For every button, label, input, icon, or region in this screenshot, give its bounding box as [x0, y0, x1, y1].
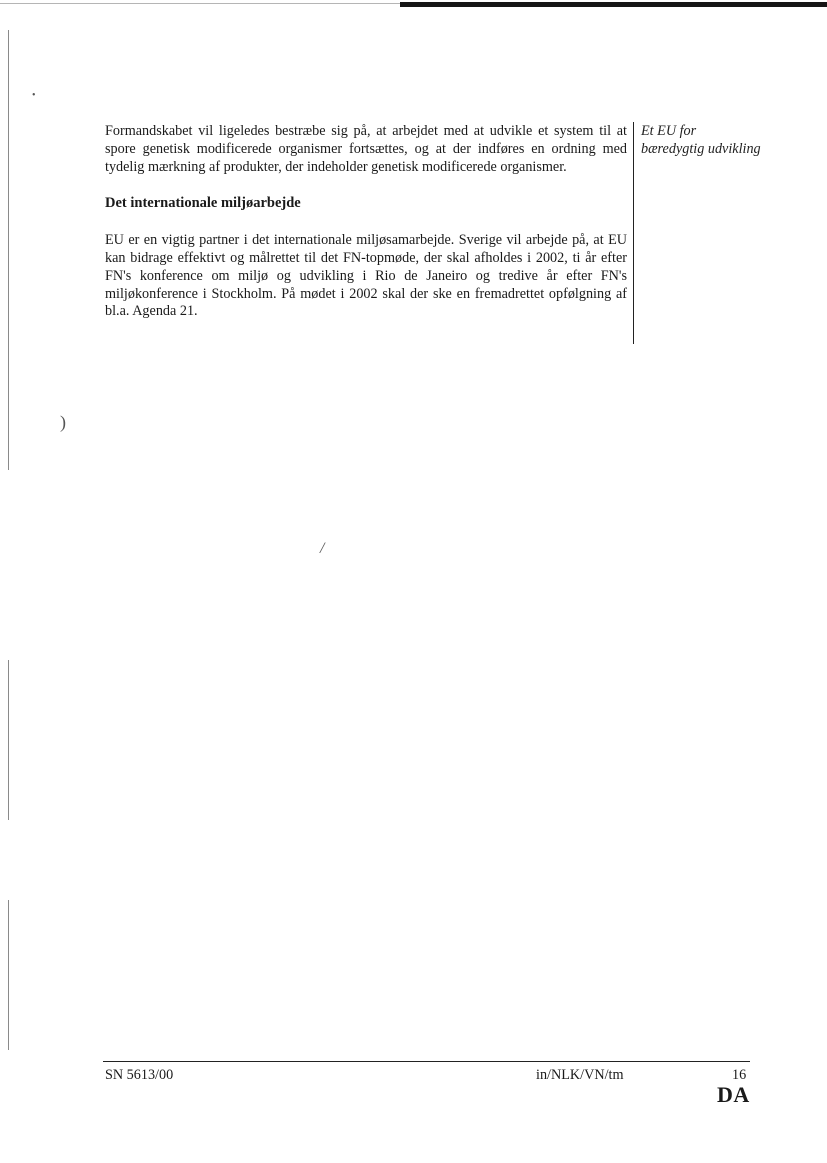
main-text-column — [105, 123, 627, 321]
scan-speck: • — [32, 90, 36, 101]
scan-left-edge-upper — [8, 30, 9, 470]
margin-note: Et EU for bæredygtig udvikling — [641, 123, 761, 157]
paragraph-international: EU er en vigtig partner i det internationale miljøsamarbejde. Sverige vil arbejde på, at EU kan bidrage effektivt og målrettet til det FN-topmøde, der skal afholdes i 2002, ti år efter FN's konference om miljø og udvikling i Rio de Janeiro og tredive år efter FN's miljøkonference i Stockholm. På mødet i 2002 skal der ske en fremadrettet opfølgning af bl.a. Agenda 21. — [105, 232, 627, 320]
paragraph-gmo: Formandskabet vil ligeledes bestræbe sig på, at arbejdet med at udvikle et system til at spore genetisk modificerede organismer fortsættes, og at der indføres en ordning med tydelig mærkning af produkter, der indeholder genetisk modificerede organismer. — [105, 123, 627, 175]
footer-language-code: DA — [717, 1082, 750, 1107]
scan-top-edge — [0, 3, 400, 4]
scan-mark: ) — [60, 412, 66, 432]
section-heading: Det internationale miljøarbejde — [105, 195, 301, 212]
scan-top-bar — [400, 2, 827, 7]
footer-reference: in/NLK/VN/tm — [536, 1067, 624, 1083]
footer-page-number: 16 — [732, 1067, 747, 1083]
scan-left-edge-lower — [8, 900, 9, 1050]
footer-divider — [103, 1061, 750, 1062]
scan-mark: / — [320, 540, 325, 557]
footer-doc-number: SN 5613/00 — [105, 1067, 174, 1083]
margin-divider — [633, 122, 634, 344]
scan-left-edge-middle — [8, 660, 9, 820]
